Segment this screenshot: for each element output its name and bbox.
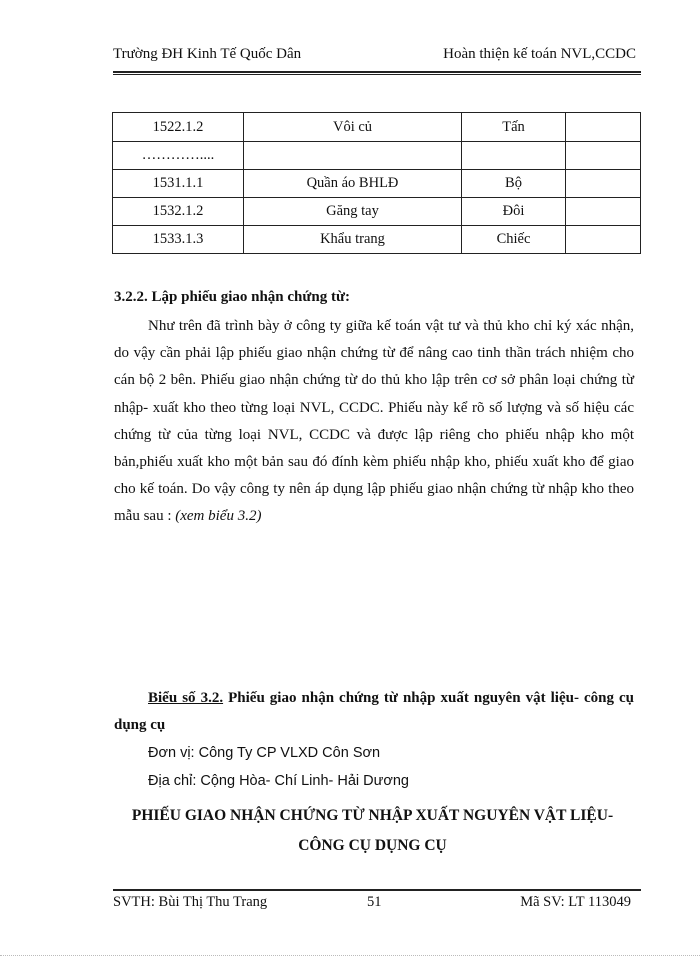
table-cell: Chiếc [462,226,566,254]
footer-student: SVTH: Bùi Thị Thu Trang [113,894,268,910]
table-row [113,226,641,254]
page-edge [0,955,700,956]
header-rule-thin [113,74,641,75]
table-cell: Tấn [462,113,566,142]
materials-table [112,112,641,254]
table-cell: 1533.1.3 [113,226,244,254]
table-cell [244,142,462,170]
table-cell [462,142,566,170]
table-cell: 1532.1.2 [113,198,244,226]
address-line: Địa chỉ: Cộng Hòa- Chí Linh- Hải Dương [148,773,409,789]
table-row [113,198,641,226]
table-cell [566,198,641,226]
table-cell: Găng tay [244,198,462,226]
table-cell: Bộ [462,170,566,198]
table-cell: Vôi củ [244,113,462,142]
body-paragraph [114,313,634,531]
table-cell: 1531.1.1 [113,170,244,198]
table-cell: Đôi [462,198,566,226]
table-cell: 1522.1.2 [113,113,244,142]
table-row [113,170,641,198]
table-cell: Quần áo BHLĐ [244,170,462,198]
form-title-line-2: CÔNG CỤ DỤNG CỤ [298,837,447,854]
unit-line: Đơn vị: Công Ty CP VLXD Côn Sơn [148,745,381,761]
header-rule [113,71,641,73]
exhibit-number: Biểu số 3.2. [148,690,224,706]
header-school: Trường ĐH Kinh Tế Quốc Dân [113,46,302,62]
exhibit-caption-text: Phiếu giao nhận chứng từ nhập xuất nguyên vật liệu- công cụ dụng cụ [114,690,634,733]
table-cell: ………….... [113,142,244,170]
form-title-line-1: PHIẾU GIAO NHẬN CHỨNG TỪ NHẬP XUẤT NGUYÊN VẬT LIỆU- [131,807,614,824]
page-footer [113,894,641,914]
page-header [113,46,638,68]
section-heading: 3.2.2. Lập phiếu giao nhận chứng từ: [114,289,350,305]
table-cell [566,170,641,198]
page-number: 51 [367,894,382,910]
header-topic: Hoàn thiện kế toán NVL,CCDC [443,46,636,62]
table-row [113,113,641,142]
form-title [100,801,645,861]
table-cell [566,113,641,142]
footer-student-id: Mã SV: LT 113049 [520,894,631,910]
table-cell: Khẩu trang [244,226,462,254]
paragraph-text: Như trên đã trình bày ở công ty giữa kế toán vật tư và thủ kho chỉ ký xác nhận, do vậy cần phải lập phiếu giao nhận chứng từ để nâng cao tinh thần trách nhiệm cho cán bộ 2 bên. Phiếu giao nhận chứng từ do thủ kho lập trên cơ sở phân loại chứng từ nhập- xuất kho theo từng loại NVL, CCDC. Phiếu này kể rõ số lượng và số hiệu các chứng từ của từng loại NVL, CCDC và được lập riêng cho phiếu nhập kho một bản,phiếu xuất kho một bản sau đó đính kèm phiếu nhập kho, phiếu xuất kho để giao cho kế toán. Do vậy công ty nên áp dụng lập phiếu giao nhận chứng từ nhập kho theo mẫu sau : [114,318,634,525]
footer-rule [113,889,641,891]
table-row [113,142,641,170]
table-cell [566,142,641,170]
exhibit-reference: (xem biểu 3.2) [175,508,262,525]
table-cell [566,226,641,254]
exhibit-caption [114,685,634,739]
